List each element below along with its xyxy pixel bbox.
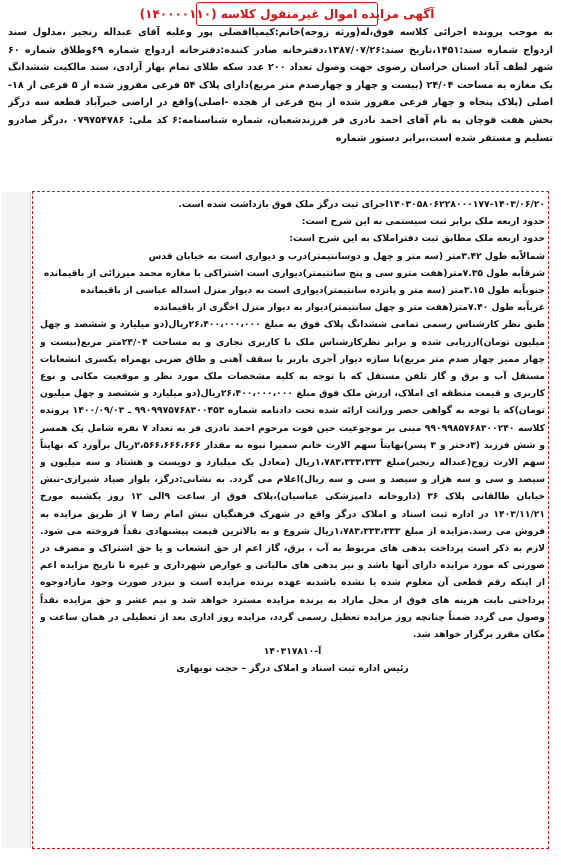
notice-title: آگهی مزایده اموال غیرمنقول کلاسه (۱۴۰۰۰۰۱۱۰) [139, 7, 435, 21]
notice-body-section [40, 196, 545, 846]
notice-body: طبق نظر کارشناس رسمی تمامی ششدانگ پلاک فوق به مبلغ ۲۶،۴۰۰،۰۰۰،۰۰۰ریال(دو میلیارد و ششصد و چهل میلیون تومان)ارزیابی شده و برابر نظرکارشناس ملک با کاربری تجاری و به مساحت ۲۴/۰۴متر مربع(بیست و چهار ممیز چهار صدم متر مربع)با سازه دیوار آجری باربر با سقف آهنی و طاق ضربی بهمراه یکسری انشعابات مستقل آب و برق و گاز تلفن مستقل که با توجه به کلیه مشخصات ملک مورد نظر و موقعیت مکانی و نوع کاربری و قیمت منطقه ای املاک، ارزش ملک فوق مبلغ ۲۶،۴۰۰،۰۰۰،۰۰۰ریال(دو میلیارد و ششصد و چهل میلیون تومان)که با توجه به گواهی حصر وراثت ارائه شده تحت دادنامه شماره ۹۹۰۹۹۷۵۷۶۸۳۰۰۴۵۳ ـ ۱۴۰۰/۰۹/۰۳ پرونده کلاسه ۹۹۰۹۹۸۵۷۶۸۳۰۰۲۴۰ مبنی بر موجوعیت حین فوت مرحوم احمد نادری فر به تعداد ۷ نفره شامل یک همسر و شش فرزند (۳دختر و ۳ پسر)نهایتاً سهم الارث خانم سمیرا نبوه به مقدار ۲،۵۶۶،۶۶۶،۶۶۶ریال برآورد که نهایتاً سهم الارث زوج(عبداله رنجبر)مبلغ ۱،۷۸۳،۳۳۳،۳۳۳ریال (معادل یک میلیارد و دویست و هشتاد و سه میلیون و سیصد و سی و سه هزار و سیصد و سی و سه ریال)اعلام می گردد. به نشانی:درگز، بلوار صیاد شیرازی-نبش خیابان طالقانی پلاک ۳۶ (داروخانه دامپزشکی عباسیان)،پلاک فوق از ساعت ۹الی ۱۲ روز یکشنبه مورخ ۱۴۰۳/۱۱/۲۱ در اداره ثبت اسناد و املاک درگز واقع در شهرک فرهنگیان نبش امام رضا ۷ از طریق مزایده به فروش می رسد.مزایده از مبلغ ۱،۷۸۳،۳۳۳،۳۳۳ریال شروع و به بالاترین قیمت پیشنهادی نقداً فروخته می شود. لازم به ذکر است پرداخت بدهی های مربوط به آب ، برق، گاز اعم از حق انشعاب و یا حق اشتراک و مصرف در صورتی که مورد مزایده دارای آنها باشد و نیز بدهی های مالیاتی و عوارض شهرداری و غیره تا تاریخ مزایده اعم از اینکه رقم قطعی آن معلوم شده یا نشده باشدبه عهده برنده مزایده است و نیزدر صورت وجود مازادوجوه پرداختی بابت هزینه های فوق از محل مازاد به برنده مزایده مسترد خواهد شد و نیم عشر و حق مزایده نقداً وصول می گردد ضمناً چنانچه روز مزایده تعطیل رسمی گردد، مزایده روز اداری بعد از تعطیلی در همان ساعت و مکان مقرر برگزار خواهد شد. [40, 319, 545, 641]
record-line: ۱۴۰۳۰۵۸۰۶۲۲۸۰۰۰۱۷۷-۱۴۰۳/۰۶/۲۰اجرای ثبت درگز ملک فوق بازداشت شده است. [178, 199, 545, 210]
bounds-intro-system: حدود اربعه ملک برابر ثبت سیستمی به این شرح است: [301, 216, 545, 228]
notice-title-box [139, 2, 435, 26]
bound-south: جنوباًبه طول ۳.۱۵متر (سه متر و پانزده سانتیمتر)دیواری است به دیوار منزل اسداله عباسی از باقیمانده [80, 285, 545, 297]
bound-north: شمالاًبه طول ۳.۴۲متر (سه متر و چهل و دوسانتیمتر)درب و دیواری است به خیابان قدس [148, 250, 545, 262]
bound-west: غرباًبه طول ۷.۴۰متر(هفت متر و چهل سانتیمتر)دیوار به دیوار منزل اخگری از باقیمانده [153, 302, 545, 314]
notice-intro: به موجب پرونده اجرائی کلاسه فوق،له(ورثه زوجه)خانم:کیمیاافضلی پور وعلیه آقای عبداله رنجبر ،مدلول سند ازدواج شماره سند:۱۴۵۱،تاریخ سند:۱۳۸۷/۰۷/۲۶،دفترخانه صادر کننده:دفترخانه ازدواج شماره ۶۹وطلاق شماره ۶۰ شهر لطف آباد استان خراسان رضوی جهت وصول تعداد ۲۰۰ عدد سکه طلای تمام بهار آزادی، سند مالکیت ششدانگ یک مغازه به مساحت ۲۴/۰۴ (بیست و چهار و چهارصدم متر مربع)دارای پلاک ۵۴ فرعی مفروز شده از ۵ فرعی از ۱۸-اصلی (پلاک پنجاه و چهار فرعی مفروز شده از پنج فرعی از هجده -اصلی)واقع در اراضی خیرآباد قطعه سه درگز بخش هفت قوچان به نام آقای احمد نادری فر فرزندشعبان، شماره شناسنامه:۶ کد ملی: ۰۷۹۷۵۴۷۸۶ ،درگز صادرو تسلیم و مستقر شده است،برابر دستور شماره [8, 27, 553, 144]
reference-number: آ-۱۴۰۳۱۷۸۱۰ [263, 646, 322, 658]
signature: رئیس اداره ثبت اسناد و املاک درگز – حجت نوبهاری [176, 663, 409, 675]
bounds-intro-registry: حدود اربعه ملک مطابق ثبت دفتراملاک به این شرح است: [289, 233, 545, 245]
bound-east: شرقاًبه طول ۷.۳۵متر(هفت مترو سی و پنج سانتیمتر)دیواری است اشتراکی با مغازه محمد میرزائی از باقیمانده [43, 267, 545, 279]
side-margin [2, 192, 31, 848]
notice-intro-section [8, 24, 553, 184]
